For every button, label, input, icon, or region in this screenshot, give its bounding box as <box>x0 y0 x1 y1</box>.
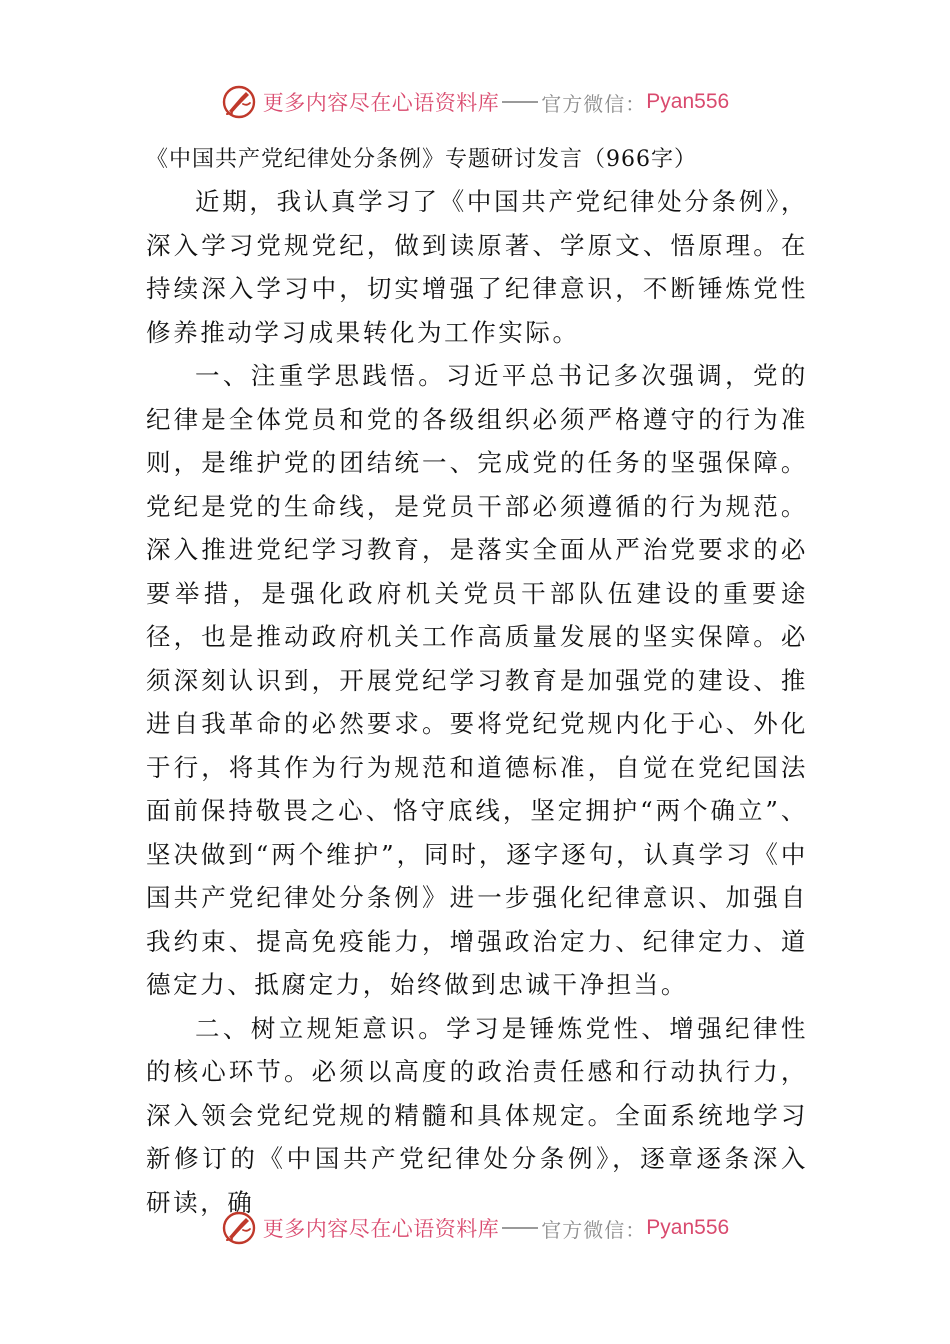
banner-wechat-id: Pyan556 <box>646 90 730 113</box>
paragraph-section-one: 一、注重学思践悟。习近平总书记多次强调，党的纪律是全体党员和党的各级组织必须严格遵守的行为准则，是维护党的团结统一、完成党的任务的坚强保障。党纪是党的生命线，是党员干部必须遵循的行为规范。深入推进党纪学习教育，是落实全面从严治党要求的必要举措，是强化政府机关党员干部队伍建设的重要途径，也是推动政府机关工作高质量发展的坚实保障。必须深刻认识到，开展党纪学习教育是加强党的建设、推进自我革命的必然要求。要将党纪党规内化于心、外化于行，将其作为行为规范和道德标准，自觉在党纪国法面前保持敬畏之心、恪守底线，坚定拥护“两个确立”、坚决做到“两个维护”，同时，逐字逐句，认真学习《中国共产党纪律处分条例》进一步强化纪律意识、加强自我约束、提高免疫能力，增强政治定力、纪律定力、道德定力、抵腐定力，始终做到忠诚干净担当。 <box>146 361 808 999</box>
paragraph-section-two: 二、树立规矩意识。学习是锤炼党性、增强纪律性的核心环节。必须以高度的政治责任感和行动执行力，深入领会党纪党规的精髓和具体规定。全面系统地学习新修订的《中国共产党纪律处分条例》，逐章逐条深入研读，确 <box>146 1013 808 1217</box>
footer-banner <box>0 1206 950 1250</box>
document-title: 《中国共产党纪律处分条例》专题研讨发言（966字） <box>146 147 697 172</box>
banner-brand-text: 更多内容尽在心语资料库 <box>262 1217 500 1241</box>
header-banner <box>0 80 950 124</box>
pen-logo-icon <box>221 1210 257 1246</box>
banner-wechat-id: Pyan556 <box>646 1216 730 1239</box>
document-body <box>146 140 808 1224</box>
banner-official-label: 官方微信： <box>541 91 647 116</box>
paragraph-intro: 近期，我认真学习了《中国共产党纪律处分条例》，深入学习党规党纪，做到读原著、学原文、悟原理。在持续深入学习中，切实增强了纪律意识，不断锤炼党性修养推动学习成果转化为工作实际。 <box>146 187 808 347</box>
pen-logo-icon <box>221 84 257 120</box>
banner-dash <box>502 101 538 103</box>
banner-brand-text: 更多内容尽在心语资料库 <box>262 91 500 115</box>
banner-official-label: 官方微信： <box>541 1217 647 1242</box>
banner-dash <box>502 1227 538 1229</box>
